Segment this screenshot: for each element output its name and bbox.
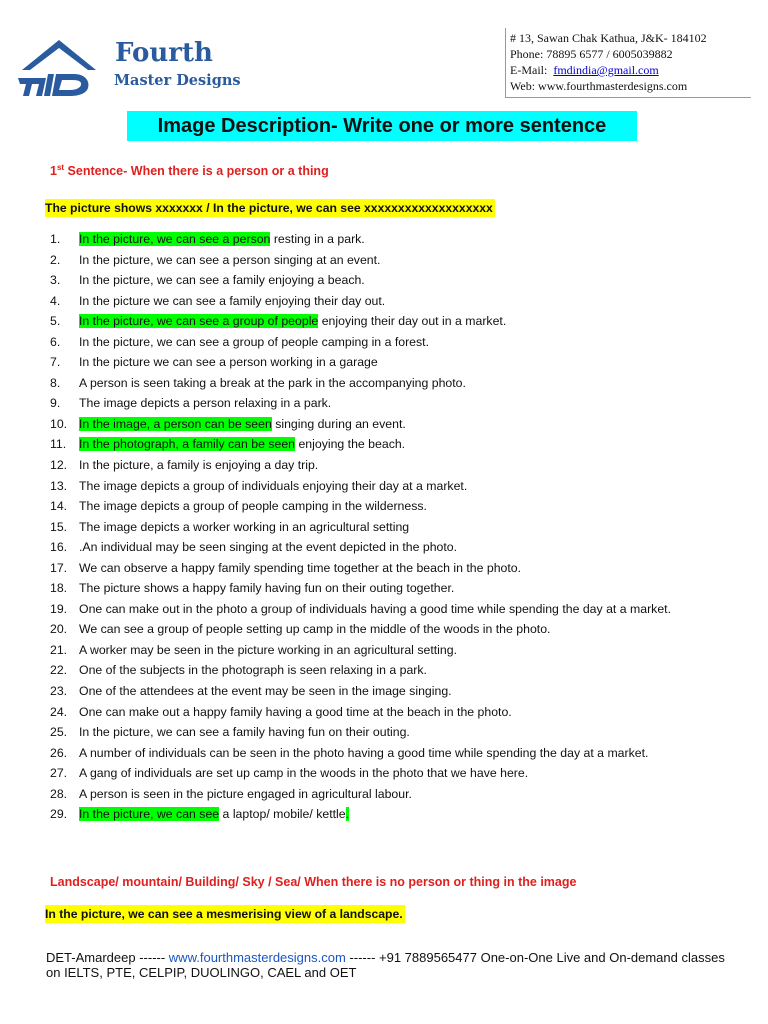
- item-rest: .An individual may be seen singing at the event depicted in the photo.: [79, 540, 458, 555]
- contact-box: [505, 28, 751, 98]
- item-text: [79, 291, 730, 312]
- item-rest: In the picture, a family is enjoying a day trip.: [79, 458, 319, 473]
- list-item: [50, 702, 730, 723]
- email-link[interactable]: fmdindia@gmail.com: [553, 63, 659, 77]
- item-text: [79, 434, 730, 455]
- item-rest: We can observe a happy family spending time together at the beach in the photo.: [79, 560, 522, 575]
- list-item: [50, 619, 730, 640]
- list-item: [50, 804, 730, 825]
- item-rest: One of the subjects in the photograph is seen relaxing in a park.: [79, 663, 427, 678]
- item-rest: The image depicts a group of people camping in the wilderness.: [79, 499, 427, 514]
- item-number: 21.: [50, 642, 68, 657]
- item-number: 15.: [50, 519, 68, 534]
- list-item: [50, 291, 730, 312]
- item-text: [79, 558, 730, 579]
- item-text: [79, 681, 730, 702]
- highlighted-phrase: In the photograph, a family can be seen: [79, 437, 296, 452]
- page-title: Image Description- Write one or more sentence: [127, 111, 637, 141]
- list-item: [50, 763, 730, 784]
- item-number: 27.: [50, 766, 68, 781]
- list-item: [50, 373, 730, 394]
- item-rest: In the picture we can see a family enjoying their day out.: [79, 293, 386, 308]
- item-number: 2.: [50, 252, 61, 267]
- item-number: 11.: [50, 437, 67, 452]
- item-text: [79, 250, 730, 271]
- section-heading-landscape: Landscape/ mountain/ Building/ Sky / Sea/ When there is no person or thing in the image: [50, 875, 577, 889]
- item-text: [79, 619, 730, 640]
- item-text: [79, 373, 730, 394]
- item-number: 1.: [50, 232, 61, 246]
- heading-text: Sentence- When there is a person or a thing: [64, 164, 329, 179]
- item-number: 24.: [50, 704, 68, 719]
- item-number: 13.: [50, 478, 68, 493]
- item-number: 5.: [50, 314, 61, 329]
- item-number: 4.: [50, 293, 61, 308]
- footer-link[interactable]: www.fourthmasterdesigns.com: [168, 950, 346, 965]
- contact-email-row: [510, 62, 751, 78]
- item-number: 26.: [50, 745, 68, 760]
- item-number: 20.: [50, 622, 68, 637]
- list-item: [50, 722, 730, 743]
- list-item: [50, 332, 730, 353]
- item-number: 7.: [50, 355, 61, 370]
- item-rest: The image depicts a person relaxing in a park.: [79, 396, 332, 411]
- item-rest: The image depicts a worker working in an agricultural setting: [79, 519, 410, 534]
- item-number: 29.: [50, 807, 68, 822]
- item-text: [79, 393, 730, 414]
- list-item: [50, 229, 730, 250]
- item-text: [79, 743, 730, 764]
- item-rest: A number of individuals can be seen in the photo having a good time while spending the day at a market.: [79, 745, 649, 760]
- list-item: [50, 681, 730, 702]
- item-number: 22.: [50, 663, 68, 678]
- list-item: [50, 517, 730, 538]
- template-sentence: The picture shows xxxxxxx / In the picture, we can see xxxxxxxxxxxxxxxxxxx: [45, 201, 493, 215]
- item-number: 17.: [50, 560, 68, 575]
- list-item: [50, 311, 730, 332]
- item-text: [79, 455, 730, 476]
- item-rest: In the picture, we can see a person singing at an event.: [79, 252, 381, 267]
- list-item: [50, 414, 730, 435]
- sentence-list: [50, 229, 730, 825]
- brand-subtitle: Master Designs: [114, 72, 241, 89]
- list-item: [50, 496, 730, 517]
- item-rest: enjoying the beach.: [295, 437, 406, 452]
- list-item: [50, 558, 730, 579]
- footer-suffix: ------ +91 7889565477 One-on-One Live and On-demand classes on IELTS, PTE, CELPIP, DUOLINGO, CAEL and OET: [46, 950, 725, 980]
- item-text: [79, 537, 730, 558]
- item-number: 28.: [50, 786, 68, 801]
- list-item: [50, 660, 730, 681]
- item-text: [79, 311, 730, 332]
- item-number: 6.: [50, 334, 61, 349]
- item-number: 16.: [50, 540, 68, 555]
- list-item: [50, 434, 730, 455]
- item-rest: A gang of individuals are set up camp in the woods in the photo that we have here.: [79, 766, 529, 781]
- item-text: [79, 804, 730, 825]
- list-item: [50, 393, 730, 414]
- item-number: 23.: [50, 684, 68, 699]
- item-rest: A person is seen in the picture engaged in agricultural labour.: [79, 786, 412, 801]
- brand-name: Fourth: [115, 38, 213, 68]
- item-text: [79, 229, 730, 250]
- item-rest: One can make out in the photo a group of individuals having a good time while spending the day at a market.: [79, 601, 671, 616]
- item-number: 10.: [50, 416, 68, 431]
- footer-prefix: DET-Amardeep ------: [46, 950, 169, 965]
- list-item: [50, 476, 730, 497]
- list-item: [50, 250, 730, 271]
- highlighted-phrase: In the picture, we can see a group of people: [79, 314, 319, 329]
- item-text: [79, 784, 730, 805]
- list-item: [50, 743, 730, 764]
- item-rest: In the picture, we can see a family having fun on their outing.: [79, 725, 410, 740]
- item-rest: The image depicts a group of individuals enjoying their day at a market.: [79, 478, 468, 493]
- item-text: [79, 270, 730, 291]
- landscape-example: In the picture, we can see a mesmerising view of a landscape.: [45, 907, 403, 921]
- item-number: 14.: [50, 499, 68, 514]
- highlighted-phrase: In the picture, we can see a person: [79, 232, 271, 246]
- item-number: 8.: [50, 375, 61, 390]
- item-text: [79, 517, 730, 538]
- item-number: 12.: [50, 458, 68, 473]
- highlighted-phrase: In the picture, we can see: [79, 807, 220, 822]
- item-number: 25.: [50, 725, 68, 740]
- item-number: 18.: [50, 581, 68, 596]
- list-item: [50, 455, 730, 476]
- heading-ordinal: st: [56, 163, 65, 172]
- item-rest: resting in a park.: [270, 232, 365, 246]
- list-item: [50, 599, 730, 620]
- item-text: [79, 496, 730, 517]
- item-rest: In the picture we can see a person working in a garage: [79, 355, 378, 370]
- item-number: 19.: [50, 601, 68, 616]
- list-item: [50, 640, 730, 661]
- item-text: [79, 414, 730, 435]
- item-rest: One can make out a happy family having a good time at the beach in the photo.: [79, 704, 512, 719]
- item-text: [79, 702, 730, 723]
- contact-web: Web: www.fourthmasterdesigns.com: [510, 79, 688, 93]
- item-text: [79, 578, 730, 599]
- item-text: [79, 640, 730, 661]
- item-rest: We can see a group of people setting up camp in the middle of the woods in the photo.: [79, 622, 551, 637]
- item-text: [79, 352, 730, 373]
- item-rest: a laptop/ mobile/ kettle: [219, 807, 346, 822]
- list-item: [50, 784, 730, 805]
- item-rest: A worker may be seen in the picture working in an agricultural setting.: [79, 642, 457, 657]
- list-item: [50, 537, 730, 558]
- item-text: [79, 332, 730, 353]
- item-text: [79, 599, 730, 620]
- highlighted-phrase: In the image, a person can be seen: [79, 416, 272, 431]
- item-rest: One of the attendees at the event may be seen in the image singing.: [79, 684, 452, 699]
- contact-address: # 13, Sawan Chak Kathua, J&K- 184102: [510, 31, 707, 45]
- highlighted-end: .: [345, 807, 350, 822]
- list-item: [50, 270, 730, 291]
- item-rest: enjoying their day out in a market.: [318, 314, 507, 329]
- section-heading-person: [50, 163, 329, 178]
- contact-phone: Phone: 78895 6577 / 6005039882: [510, 47, 673, 61]
- fourth-master-designs-logo-icon: [16, 34, 102, 98]
- item-rest: singing during an event.: [271, 416, 406, 431]
- item-text: [79, 660, 730, 681]
- item-number: 3.: [50, 273, 61, 288]
- list-item: [50, 578, 730, 599]
- item-text: [79, 763, 730, 784]
- item-text: [79, 476, 730, 497]
- heading-number: 1: [50, 164, 57, 179]
- footer: [46, 950, 736, 980]
- item-rest: In the picture, we can see a family enjoying a beach.: [79, 273, 365, 288]
- item-text: [79, 722, 730, 743]
- email-label: E-Mail:: [510, 63, 548, 77]
- item-rest: A person is seen taking a break at the park in the accompanying photo.: [79, 375, 466, 390]
- item-rest: In the picture, we can see a group of people camping in a forest.: [79, 334, 429, 349]
- list-item: [50, 352, 730, 373]
- item-number: 9.: [50, 396, 61, 411]
- item-rest: The picture shows a happy family having fun on their outing together.: [79, 581, 455, 596]
